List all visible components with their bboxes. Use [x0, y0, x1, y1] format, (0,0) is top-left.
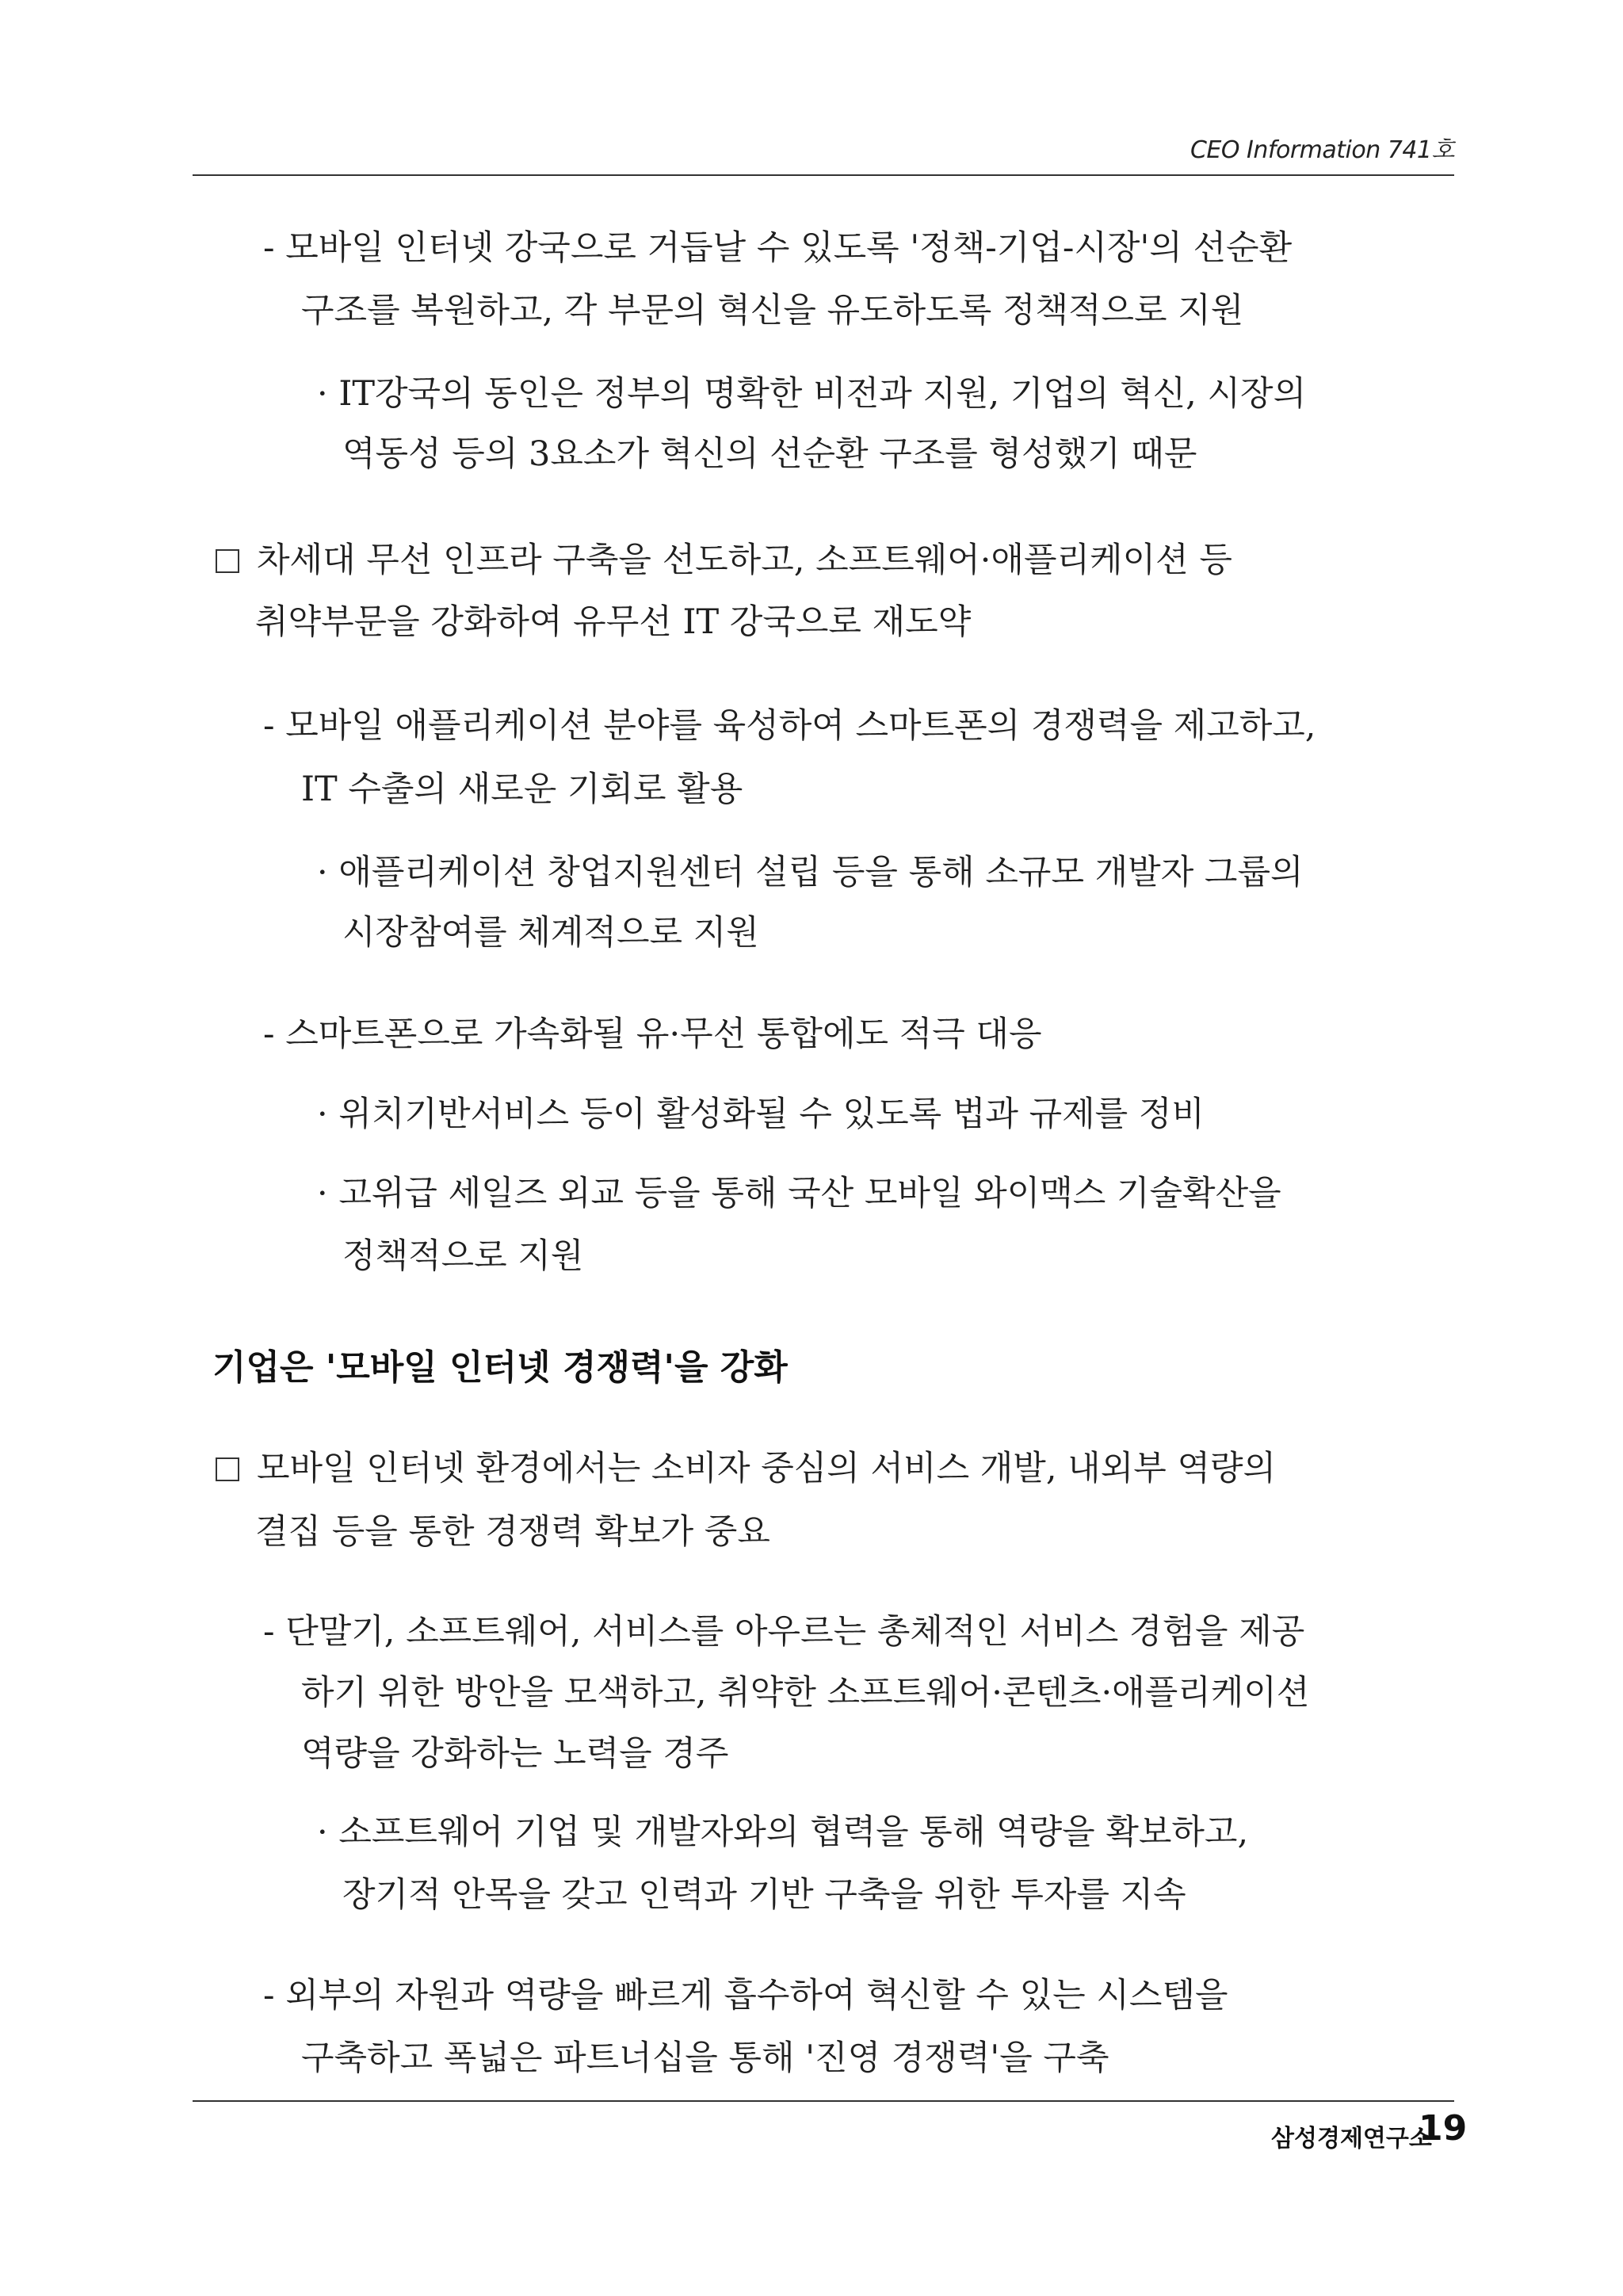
footer-organization: 삼성경제연구소	[1271, 2125, 1432, 2153]
checkbox-square-icon	[216, 549, 239, 573]
header-rule	[193, 174, 1454, 176]
text-line: 구축하고 폭넓은 파트너십을 통해 '진영 경쟁력'을 구축	[301, 2038, 1109, 2078]
section-title: 기업은 '모바일 인터넷 경쟁력'을 강화	[212, 1347, 788, 1388]
text-line: 역량을 강화하는 노력을 경주	[301, 1734, 729, 1774]
text-line: - 단말기, 소프트웨어, 서비스를 아우르는 총체적인 서비스 경험을 제공	[263, 1612, 1305, 1652]
text-line: 장기적 안목을 갖고 인력과 기반 구축을 위한 투자를 지속	[342, 1875, 1186, 1915]
text-line: 결집 등을 통한 경쟁력 확보가 중요	[255, 1512, 770, 1552]
text-line: 취약부문을 강화하여 유무선 IT 강국으로 재도약	[255, 602, 972, 642]
text-line: - 외부의 자원과 역량을 빠르게 흡수하여 혁신할 수 있는 시스템을	[263, 1976, 1228, 2015]
text-line: · 애플리케이션 창업지원센터 설립 등을 통해 소규모 개발자 그룹의	[317, 853, 1304, 892]
text-line: · 고위급 세일즈 외교 등을 통해 국산 모바일 와이맥스 기술확산을	[317, 1174, 1281, 1213]
text-line: - 모바일 인터넷 강국으로 거듭날 수 있도록 '정책-기업-시장'의 선순환	[263, 228, 1293, 268]
text-line: 역동성 등의 3요소가 혁신의 선순환 구조를 형성했기 때문	[342, 434, 1197, 474]
box-item	[216, 537, 1232, 584]
checkbox-square-icon	[216, 1457, 239, 1481]
footer-rule	[193, 2100, 1454, 2102]
page-number: 19	[1419, 2108, 1468, 2149]
text-line: 차세대 무선 인프라 구축을 선도하고, 소프트웨어·애플리케이션 등	[257, 541, 1232, 580]
text-line: · 소프트웨어 기업 및 개발자와의 협력을 통해 역량을 확보하고,	[317, 1813, 1249, 1852]
box-item	[216, 1445, 1276, 1492]
text-line: 시장참여를 체계적으로 지원	[342, 913, 759, 953]
text-line: 하기 위한 방안을 모색하고, 취약한 소프트웨어·콘텐츠·애플리케이션	[301, 1673, 1310, 1713]
text-line: - 모바일 애플리케이션 분야를 육성하여 스마트폰의 경쟁력을 제고하고,	[263, 706, 1316, 746]
text-line: 모바일 인터넷 환경에서는 소비자 중심의 서비스 개발, 내외부 역량의	[257, 1449, 1277, 1488]
running-header: CEO Information 741호	[1190, 136, 1454, 164]
text-line: 정책적으로 지원	[342, 1236, 584, 1276]
text-line: · 위치기반서비스 등이 활성화될 수 있도록 법과 규제를 정비	[317, 1095, 1205, 1134]
text-line: - 스마트폰으로 가속화될 유·무선 통합에도 적극 대응	[263, 1014, 1042, 1054]
text-line: IT 수출의 새로운 기회로 활용	[301, 770, 743, 809]
text-line: · IT강국의 동인은 정부의 명확한 비전과 지원, 기업의 혁신, 시장의	[317, 374, 1307, 414]
text-line: 구조를 복원하고, 각 부문의 혁신을 유도하도록 정책적으로 지원	[301, 291, 1244, 330]
